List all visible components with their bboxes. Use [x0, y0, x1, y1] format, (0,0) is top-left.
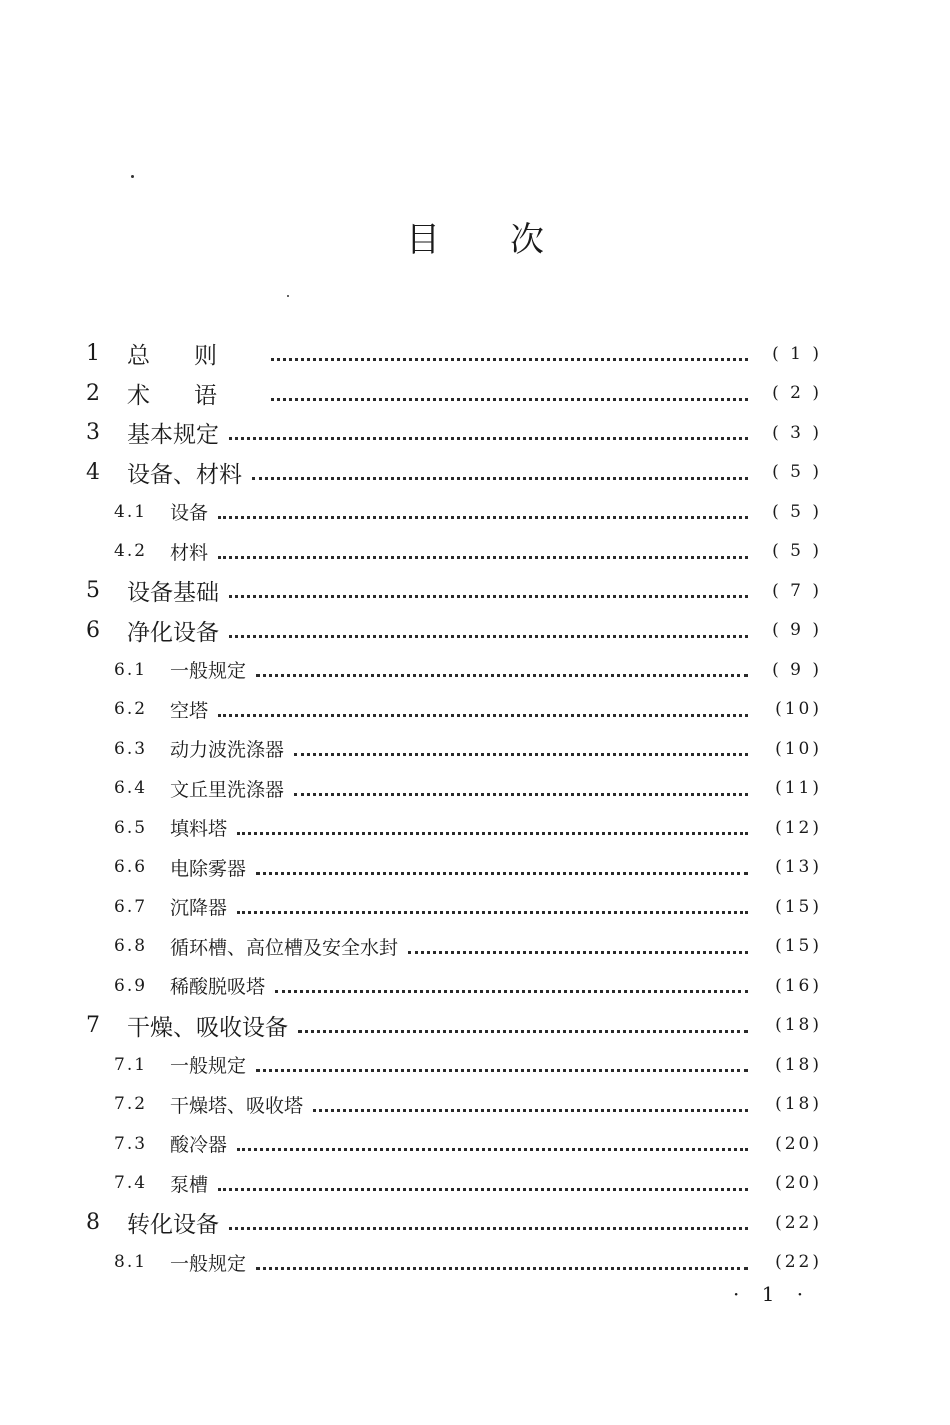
toc-dot-leader: [229, 1225, 748, 1230]
toc-entry[interactable]: [0, 532, 950, 571]
toc-dot-leader: [218, 514, 748, 519]
toc-dot-leader: [218, 712, 748, 717]
toc-entry-number: 6.1: [114, 659, 148, 680]
toc-entry-title: 设备: [170, 498, 218, 525]
toc-entry-page: ( 2 ): [772, 383, 822, 403]
toc-entry-title: 稀酸脱吸塔: [170, 972, 275, 999]
toc-entry-number: 6.6: [114, 857, 148, 877]
toc-entry-page: (15): [775, 896, 822, 917]
scan-speck: [287, 295, 289, 297]
toc-entry-title: 设备基础: [127, 574, 229, 607]
toc-entry-title: 干燥、吸收设备: [127, 1009, 298, 1042]
toc-entry[interactable]: [0, 492, 950, 531]
toc-entry-number: 4: [86, 459, 100, 485]
toc-entry[interactable]: [0, 1006, 950, 1045]
toc-entry-page: ( 9 ): [772, 620, 822, 640]
toc-dot-leader: [275, 988, 748, 993]
toc-entry-page: (13): [775, 857, 822, 877]
toc-entry-page: ( 1 ): [772, 343, 822, 364]
toc-dot-leader: [229, 633, 748, 638]
toc-entry-title: 电除雾器: [170, 854, 256, 881]
toc-dot-leader: [256, 870, 748, 875]
toc-entry[interactable]: [0, 729, 950, 768]
toc-entry-title: 泵槽: [170, 1170, 218, 1197]
toc-entry-page: (11): [775, 778, 822, 798]
toc-entry-title: 沉降器: [170, 893, 237, 920]
toc-dot-leader: [256, 672, 748, 677]
toc-entry-title: 酸冷器: [170, 1130, 237, 1157]
toc-entry-title: 动力波洗涤器: [170, 735, 294, 762]
toc-entry-number: 6.9: [114, 975, 148, 996]
toc-entry-page: (20): [775, 1173, 822, 1193]
toc-entry-title: 一般规定: [170, 1051, 256, 1078]
toc-dot-leader: [218, 554, 748, 559]
toc-entry-number: 7.3: [114, 1133, 148, 1154]
toc-entry[interactable]: [0, 650, 950, 689]
toc-entry-number: 6.4: [114, 778, 148, 798]
toc-entry-number: 7.1: [114, 1054, 148, 1075]
toc-entry-page: ( 5 ): [772, 541, 822, 561]
toc-entry[interactable]: [0, 848, 950, 887]
toc-dot-leader: [237, 830, 748, 835]
toc-entry[interactable]: [0, 927, 950, 966]
toc-entry-title: 一般规定: [170, 656, 256, 683]
toc-entry[interactable]: [0, 1085, 950, 1124]
toc-entry-number: 4.1: [114, 501, 148, 522]
toc-entry-title: 基本规定: [127, 416, 229, 449]
toc-entry-number: 5: [86, 578, 100, 603]
toc-entry-number: 1: [86, 341, 100, 366]
toc-dot-leader: [408, 949, 748, 954]
toc-entry[interactable]: [0, 1124, 950, 1163]
toc-dot-leader: [256, 1067, 748, 1072]
toc-entry-number: 6.7: [114, 896, 148, 917]
toc-entry-title: 设备、材料: [127, 456, 252, 489]
toc-entry-title: 文丘里洗涤器: [170, 775, 294, 802]
toc-entry[interactable]: [0, 374, 950, 413]
toc-entry-page: ( 3 ): [772, 422, 822, 443]
toc-dot-leader: [313, 1107, 748, 1112]
toc-dot-leader: [252, 475, 748, 480]
toc-entry-number: 6.3: [114, 738, 148, 759]
toc-dot-leader: [294, 751, 748, 756]
toc-entry[interactable]: [0, 887, 950, 926]
toc-entry-title: 一般规定: [170, 1249, 256, 1276]
toc-dot-leader: [271, 356, 748, 361]
toc-entry-number: 8: [86, 1210, 100, 1235]
toc-entry-number: 2: [86, 380, 100, 406]
toc-entry-number: 4.2: [114, 541, 148, 561]
toc-entry-page: (20): [775, 1133, 822, 1154]
toc-entry-page: ( 7 ): [772, 580, 822, 601]
toc-entry-page: (18): [775, 1094, 822, 1114]
toc-entry-number: 6.5: [114, 817, 148, 838]
toc-entry-page: (10): [775, 738, 822, 759]
toc-dot-leader: [237, 909, 748, 914]
toc-entry-page: (22): [775, 1212, 822, 1233]
toc-entry[interactable]: [0, 808, 950, 847]
toc-entry[interactable]: [0, 1045, 950, 1084]
toc-dot-leader: [294, 791, 748, 796]
toc-entry-title: 术语: [127, 377, 271, 410]
toc-entry-title: 循环槽、高位槽及安全水封: [170, 933, 408, 960]
toc-dot-leader: [271, 396, 748, 401]
toc-dot-leader: [229, 435, 748, 440]
toc-entry-page: ( 5 ): [772, 462, 822, 482]
toc-dot-leader: [237, 1146, 748, 1151]
toc-entry-page: (22): [775, 1252, 822, 1272]
toc-entry-number: 6.8: [114, 936, 148, 956]
toc-entry-number: 6.2: [114, 699, 148, 719]
toc-entry-page: (15): [775, 936, 822, 956]
toc-entry[interactable]: [0, 1243, 950, 1282]
toc-entry-page: (12): [775, 817, 822, 838]
scan-speck: [131, 175, 134, 178]
toc-dot-leader: [229, 593, 748, 598]
toc-entry[interactable]: [0, 413, 950, 452]
toc-entry-title: 填料塔: [170, 814, 237, 841]
toc-entry-title: 空塔: [170, 696, 218, 723]
toc-entry-page: (10): [775, 699, 822, 719]
toc-entry-page: (16): [775, 975, 822, 996]
toc-entry[interactable]: [0, 453, 950, 492]
toc-entry-number: 7.2: [114, 1094, 148, 1114]
toc-dot-leader: [256, 1265, 748, 1270]
page-title: 目次: [406, 220, 614, 260]
toc-entry-page: ( 5 ): [772, 501, 822, 522]
toc-dot-leader: [298, 1028, 748, 1033]
toc-entry[interactable]: [0, 334, 950, 373]
toc-entry[interactable]: [0, 611, 950, 650]
toc-dot-leader: [218, 1186, 748, 1191]
toc-entry[interactable]: [0, 571, 950, 610]
toc-entry[interactable]: [0, 1164, 950, 1203]
page-number-footer: · 1 ·: [733, 1282, 812, 1306]
toc-entry[interactable]: [0, 690, 950, 729]
toc-entry[interactable]: [0, 1203, 950, 1242]
toc-entry-title: 转化设备: [127, 1206, 229, 1239]
toc-entry-page: (18): [775, 1054, 822, 1075]
toc-entry-number: 8.1: [114, 1252, 148, 1272]
toc-entry-title: 干燥塔、吸收塔: [170, 1091, 313, 1118]
toc-entry-page: ( 9 ): [772, 659, 822, 680]
toc-entry-number: 6: [86, 617, 100, 643]
toc-entry-number: 7.4: [114, 1173, 148, 1193]
toc-entry-title: 净化设备: [127, 614, 229, 647]
toc-entry-title: 材料: [170, 538, 218, 565]
toc-entry-number: 7: [86, 1012, 100, 1038]
toc-entry-page: (18): [775, 1015, 822, 1035]
toc-entry[interactable]: [0, 769, 950, 808]
toc-entry-number: 3: [86, 420, 100, 445]
toc-entry-title: 总则: [127, 337, 271, 370]
toc-entry[interactable]: [0, 966, 950, 1005]
